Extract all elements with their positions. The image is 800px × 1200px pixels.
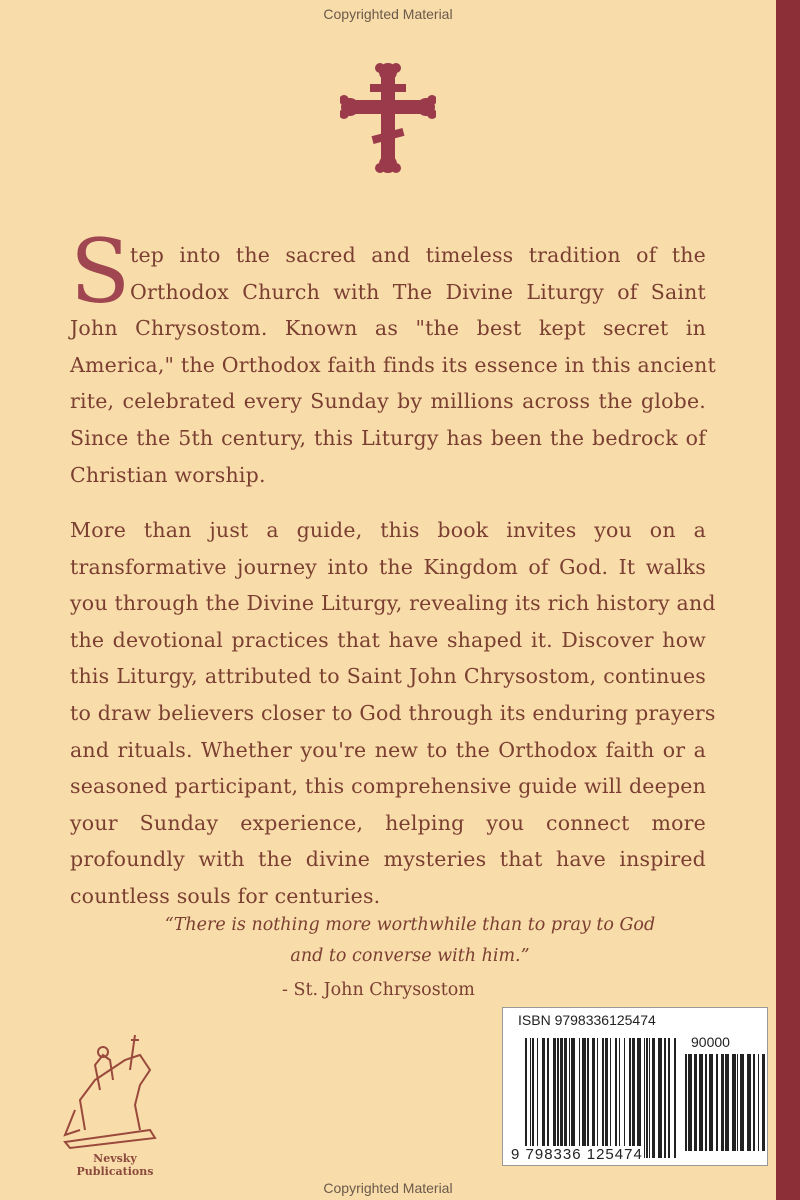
barcode-bar bbox=[644, 1038, 645, 1158]
barcode-bar bbox=[725, 1054, 729, 1151]
barcode-bar bbox=[587, 1038, 589, 1158]
barcode-bar bbox=[747, 1054, 751, 1151]
text-line: Christian worship. bbox=[70, 462, 266, 487]
barcode-bar bbox=[658, 1038, 662, 1158]
barcode-bar bbox=[525, 1038, 527, 1158]
spine-stripe bbox=[776, 0, 800, 1200]
barcode-bar bbox=[758, 1054, 759, 1151]
barcode-bar bbox=[709, 1054, 713, 1151]
barcode-bar bbox=[649, 1038, 650, 1158]
text-line: rite, celebrated every Sunday by millions across the globe. bbox=[70, 389, 706, 414]
barcode-digits: 9 798336 125474 bbox=[511, 1146, 643, 1163]
barcode-bar bbox=[619, 1038, 620, 1158]
barcode-bars bbox=[503, 1008, 767, 1165]
isbn-barcode bbox=[502, 1007, 768, 1166]
text-line: Orthodox Church with The Divine Liturgy of Saint bbox=[130, 279, 706, 304]
text-line: your Sunday experience, helping you connect more bbox=[70, 810, 706, 835]
barcode-bar bbox=[602, 1038, 604, 1158]
barcode-bar bbox=[605, 1038, 608, 1158]
isbn-label: ISBN 9798336125474 bbox=[518, 1012, 656, 1028]
quote-line: “There is nothing more worthwhile than to pray to God bbox=[164, 915, 656, 935]
barcode-bar bbox=[637, 1038, 641, 1158]
barcode-bar bbox=[557, 1038, 559, 1158]
barcode-bar bbox=[694, 1054, 697, 1151]
barcode-bar bbox=[615, 1038, 617, 1158]
barcode-bar bbox=[674, 1038, 676, 1158]
text-line: tep into the sacred and timeless tradition of the bbox=[130, 243, 706, 267]
barcode-bar bbox=[716, 1054, 718, 1151]
text-line: you through the Divine Liturgy, revealing its rich history and bbox=[70, 591, 716, 616]
barcode-bar bbox=[705, 1054, 707, 1151]
barcode-bar bbox=[582, 1038, 586, 1158]
orthodox-cross-icon bbox=[340, 62, 436, 174]
barcode-bar bbox=[610, 1038, 611, 1158]
text-line: countless souls for centuries. bbox=[70, 883, 381, 908]
barcode-bar bbox=[532, 1038, 534, 1158]
barcode-bar bbox=[762, 1054, 765, 1151]
barcode-bar bbox=[597, 1038, 598, 1158]
barcode-bar bbox=[560, 1038, 563, 1158]
text-line: More than just a guide, this book invites you on a bbox=[70, 518, 706, 542]
description-paragraph-1 bbox=[70, 237, 716, 493]
barcode-bar bbox=[737, 1054, 738, 1151]
text-line: profoundly with the divine mysteries that have inspired bbox=[70, 847, 706, 872]
copyright-watermark-bottom: Copyrighted Material bbox=[323, 1180, 453, 1196]
drop-cap: S bbox=[70, 220, 131, 323]
barcode-bar bbox=[699, 1054, 703, 1151]
quote-attribution: - St. John Chrysostom bbox=[282, 980, 475, 1000]
barcode-bar bbox=[571, 1038, 575, 1158]
copyright-watermark-top: Copyrighted Material bbox=[323, 6, 453, 22]
barcode-bar bbox=[646, 1038, 648, 1158]
barcode-bar bbox=[629, 1038, 631, 1158]
text-line: transformative journey into the Kingdom of God. It walks bbox=[70, 554, 706, 579]
barcode-bar bbox=[564, 1038, 567, 1158]
barcode-bar bbox=[753, 1054, 755, 1151]
publisher-name: Nevsky Publications bbox=[76, 1152, 154, 1178]
barcode-bar bbox=[740, 1054, 744, 1151]
text-line: and rituals. Whether you're new to the Orthodox faith or a bbox=[70, 737, 706, 762]
barcode-bar bbox=[530, 1038, 531, 1158]
barcode-addon: 90000 bbox=[691, 1034, 730, 1050]
nevsky-publications-logo bbox=[55, 1030, 175, 1150]
barcode-bar bbox=[553, 1038, 556, 1158]
barcode-bar bbox=[652, 1038, 655, 1158]
barcode-bar bbox=[685, 1054, 687, 1151]
barcode-bar bbox=[688, 1054, 692, 1151]
barcode-bar bbox=[592, 1038, 595, 1158]
barcode-bar bbox=[721, 1054, 724, 1151]
text-line: Since the 5th century, this Liturgy has been the bedrock of bbox=[70, 425, 706, 450]
text-line: this Liturgy, attributed to Saint John Chrysostom, continues bbox=[70, 664, 706, 689]
barcode-bar bbox=[632, 1038, 635, 1158]
barcode-bar bbox=[547, 1038, 549, 1158]
quote bbox=[160, 910, 660, 972]
barcode-bar bbox=[624, 1038, 625, 1158]
barcode-bar bbox=[664, 1038, 666, 1158]
text-line: John Chrysostom. Known as "the best kept secret in bbox=[70, 316, 706, 341]
text-line: the devotional practices that have shaped it. Discover how bbox=[70, 627, 706, 652]
text-line: seasoned participant, this comprehensive guide will deepen bbox=[70, 774, 706, 799]
description-paragraph-2 bbox=[70, 512, 716, 915]
text-line: America," the Orthodox faith finds its essence in this ancient bbox=[70, 352, 716, 377]
barcode-bar bbox=[542, 1038, 545, 1158]
quote-line: and to converse with him.” bbox=[290, 946, 530, 966]
text-line: to draw believers closer to God through its enduring prayers bbox=[70, 700, 716, 725]
barcode-bar bbox=[537, 1038, 538, 1158]
barcode-bar bbox=[569, 1038, 570, 1158]
barcode-bar bbox=[579, 1038, 580, 1158]
barcode-bar bbox=[668, 1038, 670, 1158]
barcode-bar bbox=[732, 1054, 736, 1151]
